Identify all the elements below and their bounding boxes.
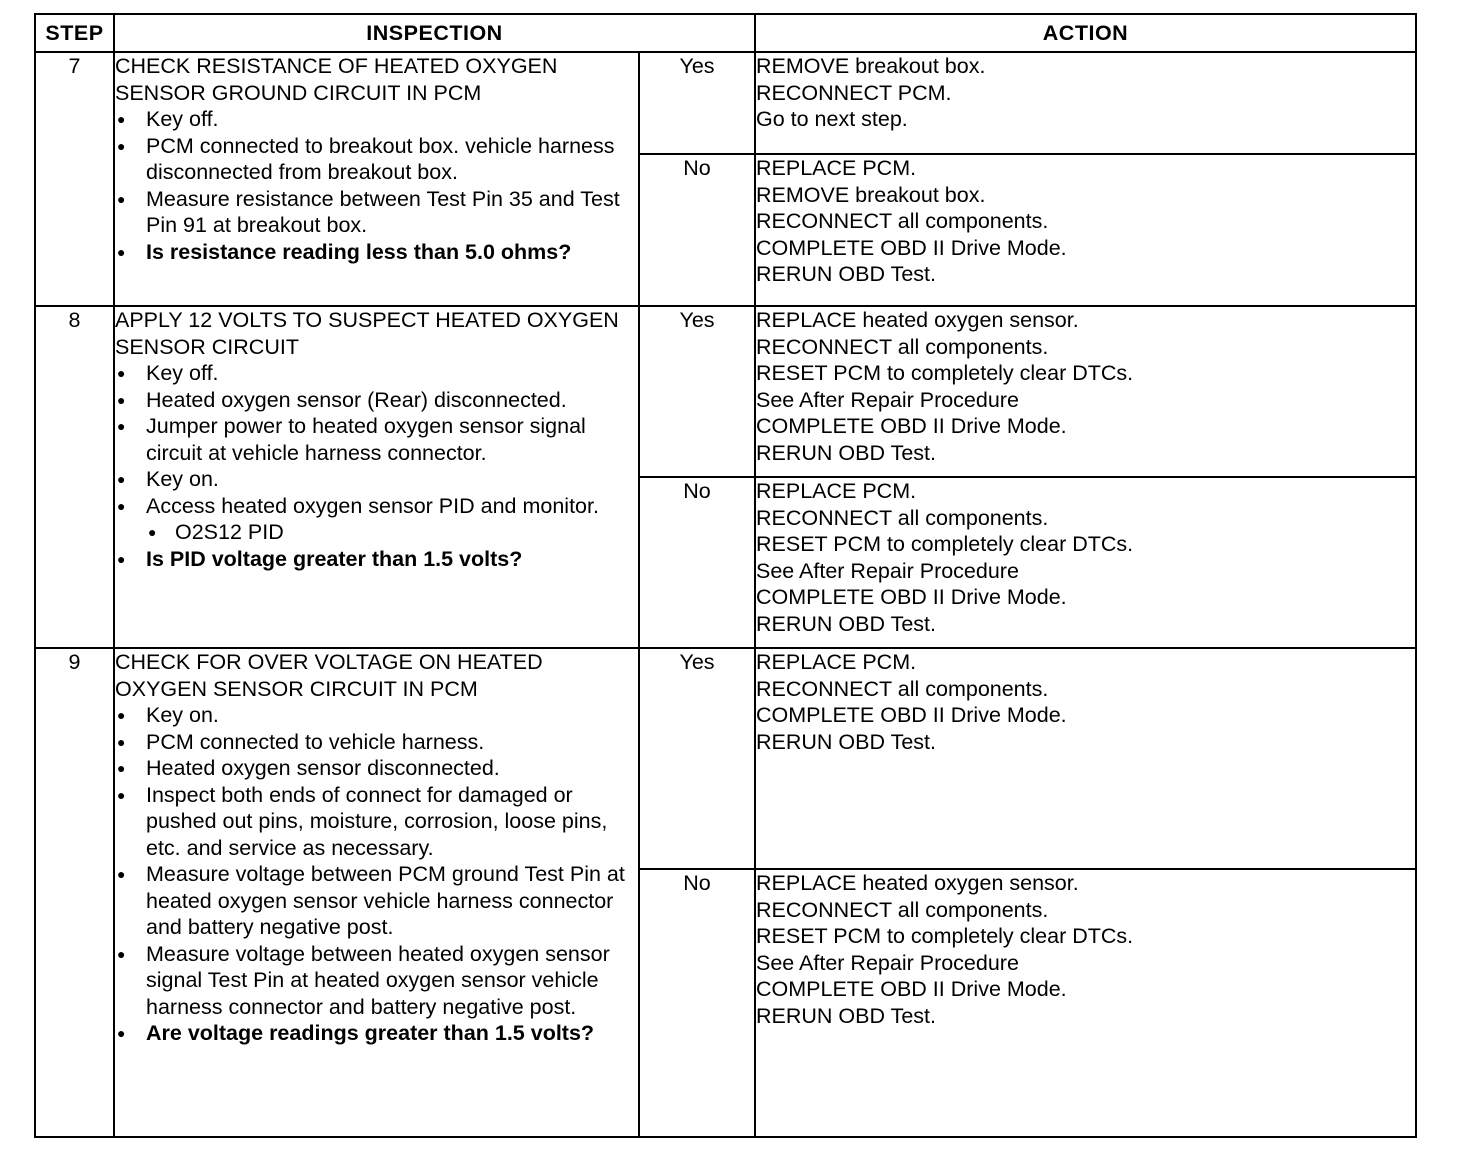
action-line: RERUN OBD Test. (756, 729, 936, 754)
inspection-bullet: ● Key off. (115, 106, 638, 133)
header-row (35, 14, 1416, 52)
step-9-inspection (114, 648, 639, 1137)
action-line: RESET PCM to completely clear DTCs. (756, 924, 1134, 948)
inspection-bullet: ● Heated oxygen sensor disconnected. (115, 755, 638, 782)
inspection-bullets (115, 360, 638, 572)
yes-actions (755, 306, 1416, 477)
inspection-bullet: ● Jumper power to heated oxygen sensor signal circuit at vehicle harness connector. (115, 413, 638, 466)
inspection-sub-bullet: ● O2S12 PID (146, 519, 638, 546)
step-7-yes-row (35, 52, 1416, 154)
inspection-bullet: ● Inspect both ends of connect for damaged or pushed out pins, moisture, corrosion, loose pins, etc. and service as necessary. (115, 782, 638, 862)
inspection-bullet: ● Key on. (115, 702, 638, 729)
inspection-bullet: ● PCM connected to breakout box. vehicle harness disconnected from breakout box. (115, 133, 638, 186)
diagnostic-table (34, 13, 1417, 1138)
action-line: REPLACE PCM. (756, 650, 917, 674)
action-line: RECONNECT all components. (756, 505, 1049, 530)
action-line: REMOVE breakout box. (756, 182, 986, 207)
action-line: RECONNECT all components. (756, 334, 1049, 359)
answer-yes: Yes (639, 648, 755, 869)
inspection-sub-bullets (146, 519, 638, 546)
header-action: ACTION (755, 14, 1416, 52)
inspection-bullet: ● Measure voltage between heated oxygen sensor signal Test Pin at heated oxygen sensor vehicle harness connector and battery negative post. (115, 941, 638, 1021)
action-line: REPLACE PCM. (756, 479, 917, 503)
action-line: REPLACE heated oxygen sensor. (756, 308, 1079, 332)
inspection-question: ● Are voltage readings greater than 1.5 volts? (115, 1020, 638, 1047)
inspection-bullet: ● Key off. (115, 360, 638, 387)
inspection-bullet: ● PCM connected to vehicle harness. (115, 729, 638, 756)
answer-no: No (639, 869, 755, 1137)
inspection-question: ● Is PID voltage greater than 1.5 volts? (115, 546, 638, 573)
step-9-yes-row (35, 648, 1416, 869)
inspection-title: APPLY 12 VOLTS TO SUSPECT HEATED OXYGEN SENSOR CIRCUIT (115, 308, 619, 359)
inspection-bullets (115, 702, 638, 1047)
step-7-inspection (114, 52, 639, 306)
yes-actions (755, 52, 1416, 154)
inspection-title: CHECK FOR OVER VOLTAGE ON HEATED OXYGEN SENSOR CIRCUIT IN PCM (115, 650, 543, 701)
action-line: See After Repair Procedure (756, 950, 1019, 975)
action-line: REPLACE heated oxygen sensor. (756, 871, 1079, 895)
step-number: 7 (35, 52, 114, 306)
action-line: RERUN OBD Test. (756, 440, 936, 465)
action-line: Go to next step. (756, 107, 908, 131)
step-number: 8 (35, 306, 114, 648)
inspection-question: ● Is resistance reading less than 5.0 ohms? (115, 239, 638, 266)
inspection-title: CHECK RESISTANCE OF HEATED OXYGEN SENSOR GROUND CIRCUIT IN PCM (115, 54, 558, 105)
action-line: COMPLETE OBD II Drive Mode. (756, 703, 1067, 727)
action-line: See After Repair Procedure (756, 558, 1019, 583)
inspection-bullet-text: Access heated oxygen sensor PID and monitor. (146, 493, 599, 518)
action-line: COMPLETE OBD II Drive Mode. (756, 414, 1067, 438)
step-8-yes-row (35, 306, 1416, 477)
inspection-bullet: ● Measure voltage between PCM ground Test Pin at heated oxygen sensor vehicle harness connector and battery negative post. (115, 861, 638, 941)
action-line: RECONNECT PCM. (756, 80, 952, 105)
no-actions (755, 477, 1416, 648)
action-line: See After Repair Procedure (756, 387, 1019, 412)
action-line: RECONNECT all components. (756, 676, 1049, 701)
header-step: STEP (35, 14, 114, 52)
no-actions (755, 154, 1416, 306)
answer-no: No (639, 154, 755, 306)
action-line: RECONNECT all components. (756, 897, 1049, 922)
inspection-bullet: ● Measure resistance between Test Pin 35 and Test Pin 91 at breakout box. (115, 186, 638, 239)
action-line: RERUN OBD Test. (756, 262, 936, 286)
action-line: RESET PCM to completely clear DTCs. (756, 532, 1134, 556)
step-8-inspection (114, 306, 639, 648)
action-line: RERUN OBD Test. (756, 611, 936, 636)
no-actions (755, 869, 1416, 1137)
yes-actions (755, 648, 1416, 869)
header-inspection: INSPECTION (114, 14, 755, 52)
action-line: COMPLETE OBD II Drive Mode. (756, 585, 1067, 609)
answer-no: No (639, 477, 755, 648)
action-line: RESET PCM to completely clear DTCs. (756, 361, 1134, 385)
action-line: RERUN OBD Test. (756, 1003, 936, 1028)
inspection-bullet: ● Key on. (115, 466, 638, 493)
answer-yes: Yes (639, 306, 755, 477)
answer-yes: Yes (639, 52, 755, 154)
action-line: REPLACE PCM. (756, 156, 917, 180)
inspection-bullet (115, 493, 638, 546)
action-line: REMOVE breakout box. (756, 54, 986, 78)
action-line: COMPLETE OBD II Drive Mode. (756, 977, 1067, 1001)
step-number: 9 (35, 648, 114, 1137)
inspection-bullets (115, 106, 638, 265)
action-line: RECONNECT all components. (756, 209, 1049, 233)
inspection-bullet: ● Heated oxygen sensor (Rear) disconnected. (115, 387, 638, 414)
action-line: COMPLETE OBD II Drive Mode. (756, 235, 1067, 260)
